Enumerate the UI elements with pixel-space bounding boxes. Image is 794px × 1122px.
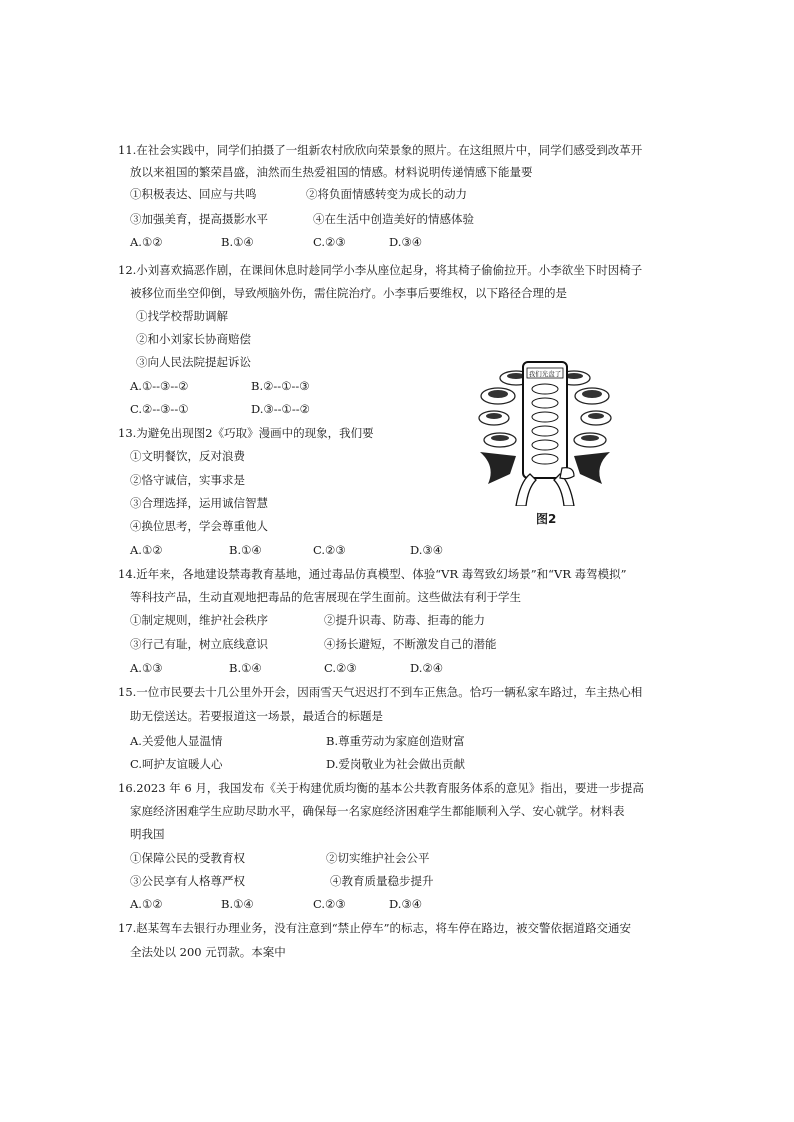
q13-stem: 13.为避免出现图2《巧取》漫画中的现象，我们要 (118, 426, 374, 440)
q16-stem-line2: 家庭经济困难学生应助尽助水平，确保每一名家庭经济困难学生都能顺利入学、安心就学。材料表 (130, 804, 625, 818)
q15-choice-c: C.呵护友谊暖人心 (130, 757, 223, 771)
q12-option-3: ③向人民法院提起诉讼 (136, 355, 251, 369)
q16-option-1: ①保障公民的受教育权 (130, 851, 245, 865)
q16-option-4: ④教育质量稳步提升 (330, 874, 434, 888)
q13-choice-d: D.③④ (410, 543, 444, 557)
q13-option-2: ②恪守诚信，实事求是 (130, 473, 245, 487)
q13-choice-c: C.②③ (313, 543, 346, 557)
q11-stem-line1: 11.在社会实践中，同学们拍摄了一组新农村欣欣向荣景象的照片。在这组照片中，同学们感受到改革开 (118, 143, 643, 157)
q11-option-3: ③加强美育，提高摄影水平 (130, 212, 268, 226)
q15-choice-a: A.关爱他人显温情 (130, 734, 223, 748)
q11-option-2: ②将负面情感转变为成长的动力 (306, 187, 467, 201)
q16-choice-c: C.②③ (313, 897, 346, 911)
q12-choice-b: B.②--①--③ (251, 379, 310, 393)
q11-choice-d: D.③④ (389, 235, 423, 249)
cartoon-illustration (476, 356, 614, 506)
q12-choice-a: A.①--③--② (130, 379, 189, 393)
q13-choice-b: B.①④ (229, 543, 262, 557)
q15-stem-line1: 15.一位市民要去十几公里外开会，因雨雪天气迟迟打不到车正焦急。恰巧一辆私家车路过，车主热心相 (118, 685, 643, 699)
q11-choice-c: C.②③ (313, 235, 346, 249)
q11-choice-b: B.①④ (221, 235, 254, 249)
q12-stem-line2: 被移位而坐空仰倒，导致颅脑外伤，需住院治疗。小李事后要维权，以下路径合理的是 (130, 286, 567, 300)
q16-choice-d: D.③④ (389, 897, 423, 911)
q16-choice-a: A.①② (130, 897, 163, 911)
q13-option-4: ④换位思考，学会尊重他人 (130, 519, 268, 533)
q14-option-2: ②提升识毒、防毒、拒毒的能力 (324, 613, 485, 627)
q12-stem-line1: 12.小刘喜欢搞恶作剧，在课间休息时趁同学小李从座位起身，将其椅子偷偷拉开。小李欲坐下时因椅子 (118, 263, 643, 277)
q14-choice-c: C.②③ (324, 661, 357, 675)
q12-choice-c: C.②--③--① (130, 402, 189, 416)
cartoon-figure (476, 356, 614, 506)
q13-choice-a: A.①② (130, 543, 163, 557)
q16-option-3: ③公民享有人格尊严权 (130, 874, 245, 888)
q16-stem-line1: 16.2023 年 6 月，我国发布《关于构建优质均衡的基本公共教育服务体系的意见》指出，要进一步提高 (118, 781, 644, 795)
q12-choice-d: D.③--①--② (251, 402, 310, 416)
q16-option-2: ②切实维护社会公平 (326, 851, 430, 865)
q14-stem-line2: 等科技产品，生动直观地把毒品的危害展现在学生面前。这些做法有利于学生 (130, 590, 521, 604)
q14-stem-line1: 14.近年来，各地建设禁毒教育基地，通过毒品仿真模型、体验“VR 毒驾致幻场景”和“VR 毒驾模拟” (118, 567, 627, 581)
q12-option-1: ①找学校帮助调解 (136, 309, 228, 323)
q11-option-4: ④在生活中创造美好的情感体验 (313, 212, 474, 226)
figure-caption: 图2 (536, 512, 557, 526)
q15-choice-b: B.尊重劳动为家庭创造财富 (326, 734, 465, 748)
q14-option-1: ①制定规则，维护社会秩序 (130, 613, 268, 627)
q13-option-1: ①文明餐饮，反对浪费 (130, 449, 245, 463)
q14-choice-a: A.①③ (130, 661, 163, 675)
q12-option-2: ②和小刘家长协商赔偿 (136, 332, 251, 346)
q15-stem-line2: 助无偿送达。若要报道这一场景，最适合的标题是 (130, 709, 383, 723)
q14-choice-b: B.①④ (229, 661, 262, 675)
q14-choice-d: D.②④ (410, 661, 444, 675)
q17-stem-line2: 全法处以 200 元罚款。本案中 (130, 945, 286, 959)
q16-choice-b: B.①④ (221, 897, 254, 911)
q16-stem-line3: 明我国 (130, 827, 165, 841)
q13-option-3: ③合理选择，运用诚信智慧 (130, 496, 268, 510)
q11-option-1: ①积极表达、回应与共鸣 (130, 187, 257, 201)
q15-choice-d: D.爱岗敬业为社会做出贡献 (326, 757, 465, 771)
q11-stem-line2: 放以来祖国的繁荣昌盛，油然而生热爱祖国的情感。材料说明传递情感下能量要 (130, 165, 533, 179)
phone-sign-text: 我们光盘了 (528, 370, 562, 378)
q14-option-3: ③行己有耻，树立底线意识 (130, 637, 268, 651)
q14-option-4: ④扬长避短，不断激发自己的潜能 (324, 637, 497, 651)
q17-stem-line1: 17.赵某驾车去银行办理业务，没有注意到“禁止停车”的标志，将车停在路边，被交警依据道路交通安 (118, 921, 632, 935)
q11-choice-a: A.①② (130, 235, 163, 249)
